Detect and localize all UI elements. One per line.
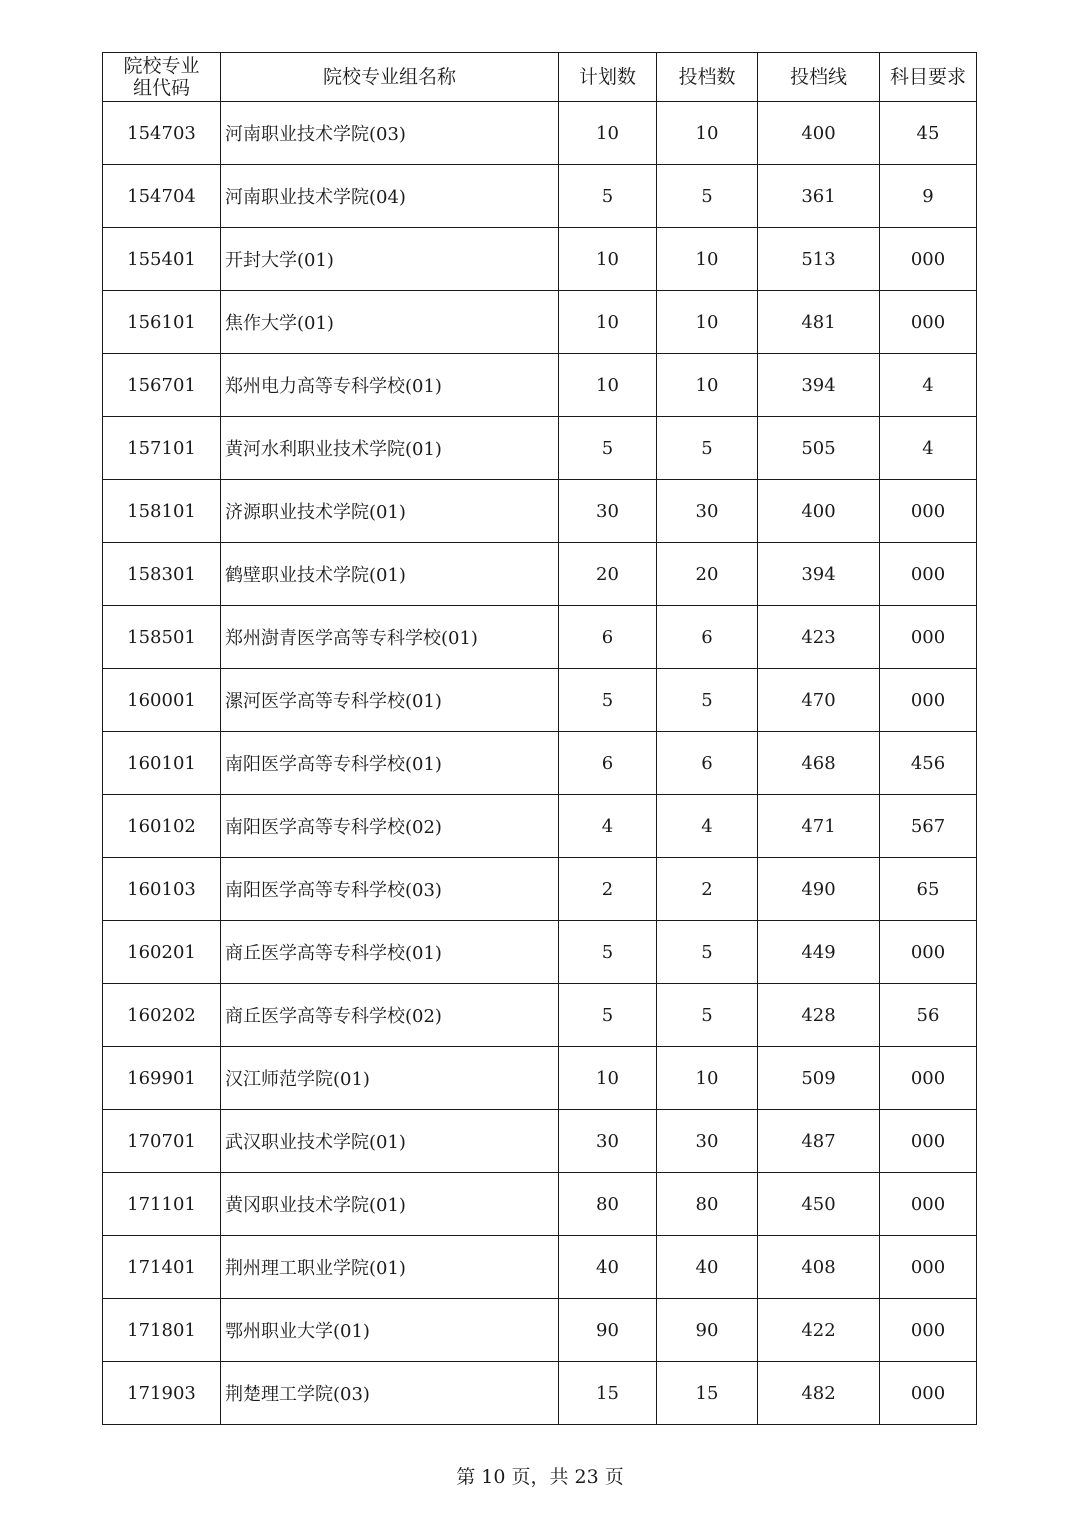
cell-name: 鹤壁职业技术学院(01) xyxy=(221,543,559,606)
cell-filed: 80 xyxy=(657,1173,758,1236)
cell-name: 开封大学(01) xyxy=(221,228,559,291)
cell-filed: 10 xyxy=(657,228,758,291)
cell-code: 171903 xyxy=(103,1362,221,1425)
cell-code: 171401 xyxy=(103,1236,221,1299)
cell-line: 449 xyxy=(758,921,880,984)
cell-subject: 567 xyxy=(880,795,977,858)
cell-subject: 9 xyxy=(880,165,977,228)
header-filed: 投档数 xyxy=(657,53,758,102)
cell-filed: 5 xyxy=(657,417,758,480)
cell-line: 400 xyxy=(758,480,880,543)
cell-line: 400 xyxy=(758,102,880,165)
cell-subject: 000 xyxy=(880,543,977,606)
cell-line: 408 xyxy=(758,1236,880,1299)
cell-code: 171801 xyxy=(103,1299,221,1362)
cell-plan: 10 xyxy=(559,1047,657,1110)
cell-filed: 5 xyxy=(657,984,758,1047)
cell-code: 157101 xyxy=(103,417,221,480)
cell-subject: 000 xyxy=(880,1047,977,1110)
cell-subject: 45 xyxy=(880,102,977,165)
cell-filed: 5 xyxy=(657,165,758,228)
cell-plan: 6 xyxy=(559,732,657,795)
cell-subject: 4 xyxy=(880,417,977,480)
table-row xyxy=(103,1236,977,1299)
cell-filed: 10 xyxy=(657,291,758,354)
cell-subject: 4 xyxy=(880,354,977,417)
cell-code: 158101 xyxy=(103,480,221,543)
cell-subject: 000 xyxy=(880,1299,977,1362)
cell-plan: 10 xyxy=(559,228,657,291)
cell-code: 160103 xyxy=(103,858,221,921)
cell-code: 169901 xyxy=(103,1047,221,1110)
cell-code: 154703 xyxy=(103,102,221,165)
cell-line: 394 xyxy=(758,543,880,606)
cell-line: 481 xyxy=(758,291,880,354)
cell-line: 513 xyxy=(758,228,880,291)
cell-name: 荆州理工职业学院(01) xyxy=(221,1236,559,1299)
cell-filed: 5 xyxy=(657,921,758,984)
cell-line: 422 xyxy=(758,1299,880,1362)
cell-line: 505 xyxy=(758,417,880,480)
cell-plan: 40 xyxy=(559,1236,657,1299)
cell-code: 160001 xyxy=(103,669,221,732)
cell-filed: 6 xyxy=(657,606,758,669)
cell-filed: 4 xyxy=(657,795,758,858)
table-row xyxy=(103,1299,977,1362)
cell-code: 156701 xyxy=(103,354,221,417)
cell-subject: 000 xyxy=(880,1173,977,1236)
cell-filed: 90 xyxy=(657,1299,758,1362)
cell-code: 154704 xyxy=(103,165,221,228)
header-name: 院校专业组名称 xyxy=(221,53,559,102)
cell-name: 漯河医学高等专科学校(01) xyxy=(221,669,559,732)
cell-name: 郑州电力高等专科学校(01) xyxy=(221,354,559,417)
table-row xyxy=(103,984,977,1047)
cell-line: 470 xyxy=(758,669,880,732)
cell-code: 155401 xyxy=(103,228,221,291)
cell-line: 428 xyxy=(758,984,880,1047)
table-row xyxy=(103,543,977,606)
header-row xyxy=(103,53,977,102)
table-row xyxy=(103,354,977,417)
cell-subject: 000 xyxy=(880,669,977,732)
cell-code: 171101 xyxy=(103,1173,221,1236)
table-row xyxy=(103,858,977,921)
cell-name: 南阳医学高等专科学校(03) xyxy=(221,858,559,921)
table-row xyxy=(103,291,977,354)
cell-code: 158301 xyxy=(103,543,221,606)
header-plan: 计划数 xyxy=(559,53,657,102)
cell-filed: 30 xyxy=(657,480,758,543)
table-row xyxy=(103,921,977,984)
cell-subject: 000 xyxy=(880,1110,977,1173)
cell-subject: 000 xyxy=(880,291,977,354)
header-code: 院校专业组代码 xyxy=(103,53,221,102)
cell-name: 济源职业技术学院(01) xyxy=(221,480,559,543)
cell-line: 490 xyxy=(758,858,880,921)
table-row xyxy=(103,606,977,669)
cell-subject: 456 xyxy=(880,732,977,795)
cell-filed: 10 xyxy=(657,102,758,165)
cell-name: 郑州澍青医学高等专科学校(01) xyxy=(221,606,559,669)
cell-filed: 10 xyxy=(657,354,758,417)
cell-code: 160202 xyxy=(103,984,221,1047)
cell-plan: 5 xyxy=(559,984,657,1047)
cell-plan: 20 xyxy=(559,543,657,606)
cell-line: 394 xyxy=(758,354,880,417)
table-row xyxy=(103,165,977,228)
cell-filed: 15 xyxy=(657,1362,758,1425)
cell-plan: 80 xyxy=(559,1173,657,1236)
cell-plan: 6 xyxy=(559,606,657,669)
cell-plan: 10 xyxy=(559,102,657,165)
cell-plan: 2 xyxy=(559,858,657,921)
table-row xyxy=(103,417,977,480)
cell-name: 商丘医学高等专科学校(01) xyxy=(221,921,559,984)
cell-line: 482 xyxy=(758,1362,880,1425)
cell-line: 471 xyxy=(758,795,880,858)
cell-subject: 000 xyxy=(880,1236,977,1299)
table-row xyxy=(103,795,977,858)
cell-name: 商丘医学高等专科学校(02) xyxy=(221,984,559,1047)
cell-plan: 4 xyxy=(559,795,657,858)
cell-filed: 30 xyxy=(657,1110,758,1173)
table-row xyxy=(103,102,977,165)
cell-code: 158501 xyxy=(103,606,221,669)
cell-line: 423 xyxy=(758,606,880,669)
page-footer: 第 10 页，共 23 页 xyxy=(456,1466,624,1488)
cell-filed: 5 xyxy=(657,669,758,732)
cell-plan: 90 xyxy=(559,1299,657,1362)
cell-name: 武汉职业技术学院(01) xyxy=(221,1110,559,1173)
cell-line: 509 xyxy=(758,1047,880,1110)
cell-plan: 5 xyxy=(559,669,657,732)
header-line: 投档线 xyxy=(758,53,880,102)
cell-filed: 6 xyxy=(657,732,758,795)
cell-line: 468 xyxy=(758,732,880,795)
cell-plan: 5 xyxy=(559,417,657,480)
cell-plan: 5 xyxy=(559,165,657,228)
cell-name: 焦作大学(01) xyxy=(221,291,559,354)
cell-name: 南阳医学高等专科学校(02) xyxy=(221,795,559,858)
cell-name: 黄河水利职业技术学院(01) xyxy=(221,417,559,480)
table-row xyxy=(103,228,977,291)
table-row xyxy=(103,1110,977,1173)
admission-table xyxy=(102,52,977,1425)
cell-plan: 30 xyxy=(559,480,657,543)
cell-filed: 2 xyxy=(657,858,758,921)
cell-filed: 20 xyxy=(657,543,758,606)
cell-code: 156101 xyxy=(103,291,221,354)
table-row xyxy=(103,1047,977,1110)
cell-plan: 5 xyxy=(559,921,657,984)
cell-line: 361 xyxy=(758,165,880,228)
cell-name: 汉江师范学院(01) xyxy=(221,1047,559,1110)
cell-code: 160101 xyxy=(103,732,221,795)
cell-plan: 10 xyxy=(559,354,657,417)
cell-name: 南阳医学高等专科学校(01) xyxy=(221,732,559,795)
table-row xyxy=(103,669,977,732)
cell-code: 160201 xyxy=(103,921,221,984)
cell-name: 鄂州职业大学(01) xyxy=(221,1299,559,1362)
cell-plan: 10 xyxy=(559,291,657,354)
cell-line: 487 xyxy=(758,1110,880,1173)
cell-subject: 000 xyxy=(880,228,977,291)
cell-plan: 15 xyxy=(559,1362,657,1425)
cell-subject: 000 xyxy=(880,921,977,984)
cell-subject: 000 xyxy=(880,480,977,543)
cell-filed: 40 xyxy=(657,1236,758,1299)
cell-subject: 65 xyxy=(880,858,977,921)
table-row xyxy=(103,1362,977,1425)
cell-name: 河南职业技术学院(04) xyxy=(221,165,559,228)
cell-subject: 56 xyxy=(880,984,977,1047)
cell-name: 荆楚理工学院(03) xyxy=(221,1362,559,1425)
table-row xyxy=(103,480,977,543)
cell-code: 160102 xyxy=(103,795,221,858)
cell-filed: 10 xyxy=(657,1047,758,1110)
cell-subject: 000 xyxy=(880,1362,977,1425)
table-row xyxy=(103,1173,977,1236)
header-subject: 科目要求 xyxy=(880,53,977,102)
cell-subject: 000 xyxy=(880,606,977,669)
table-row xyxy=(103,732,977,795)
cell-name: 黄冈职业技术学院(01) xyxy=(221,1173,559,1236)
cell-plan: 30 xyxy=(559,1110,657,1173)
cell-code: 170701 xyxy=(103,1110,221,1173)
cell-line: 450 xyxy=(758,1173,880,1236)
cell-name: 河南职业技术学院(03) xyxy=(221,102,559,165)
